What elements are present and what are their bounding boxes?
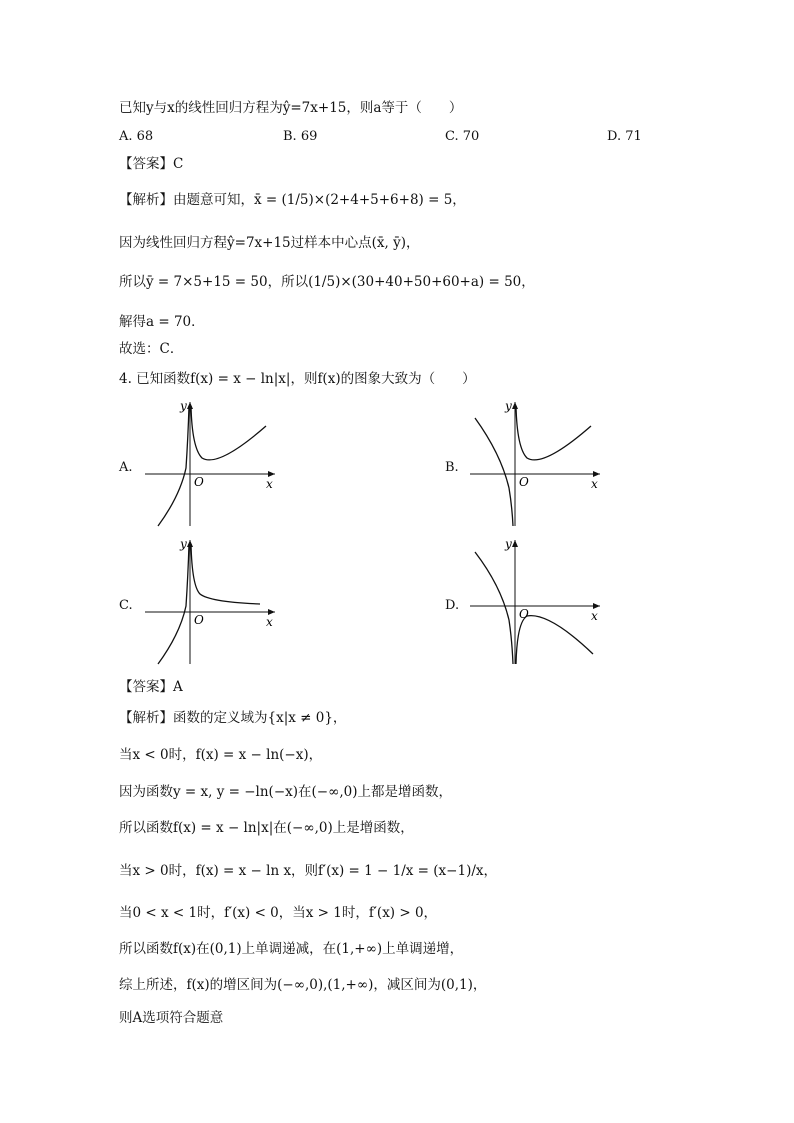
q4-analysis-4: 所以函数f(x) = x − ln|x|在(−∞,0)上是增函数， [119,820,414,836]
graph-c [140,536,280,668]
graph-d [465,536,605,668]
graph-a-label: A. [119,460,133,475]
q4-stem: 4. 已知函数f(x) = x − ln|x|，则f(x)的图象大致为（ ） [119,371,476,387]
graph-d-y: y [505,537,512,551]
graph-a [140,398,280,530]
graph-b [465,398,605,530]
graph-c-o: O [194,613,204,627]
q3-analysis-2: 因为线性回归方程ŷ=7x+15过样本中心点(x̄, ȳ)， [119,235,420,251]
q4-analysis-7: 所以函数f(x)在(0,1)上单调递减，在(1,+∞)上单调递增， [119,941,464,957]
q3-analysis-3: 所以ȳ = 7×5+15 = 50，所以(1/5)×(30+40+50+60+a) = 50， [119,274,535,290]
graph-c-label: C. [119,598,133,613]
q4-analysis-2: 当x < 0时，f(x) = x − ln(−x)， [119,747,323,763]
graph-b-x: x [591,477,598,491]
graph-a-x: x [266,477,273,491]
q4-analysis-8: 综上所述，f(x)的增区间为(−∞,0),(1,+∞)，减区间为(0,1)， [119,977,487,993]
q3-answer: 【答案】C [119,156,184,172]
option-a: A. 68 [119,129,154,144]
graph-a-y: y [180,399,187,413]
q3-analysis-1: 【解析】由题意可知，x̄ = (1/5)×(2+4+5+6+8) = 5， [119,192,466,208]
q4-analysis-9: 则A选项符合题意 [119,1010,224,1026]
q4-answer: 【答案】A [119,679,183,695]
q4-analysis-5: 当x > 0时，f(x) = x − ln x，则f′(x) = 1 − 1/x = (x−1)/x， [119,863,497,879]
graph-b-label: B. [445,460,459,475]
graph-a-o: O [194,475,204,489]
graph-b-o: O [519,475,529,489]
q4-analysis-6: 当0 < x < 1时，f′(x) < 0，当x > 1时，f′(x) > 0， [119,905,438,921]
graph-c-x: x [266,615,273,629]
graph-c-y: y [180,537,187,551]
q4-analysis-1: 【解析】函数的定义域为{x|x ≠ 0}， [119,710,347,726]
q3-stem: 已知y与x的线性回归方程为ŷ=7x+15，则a等于（ ） [119,100,463,116]
option-c: C. 70 [445,129,480,144]
graph-b-y: y [505,399,512,413]
q3-analysis-4: 解得a = 70． [119,314,205,330]
graph-d-label: D. [445,598,460,613]
graph-d-x: x [591,609,598,623]
option-b: B. 69 [283,129,318,144]
q4-analysis-3: 因为函数y = x, y = −ln(−x)在(−∞,0)上都是增函数， [119,784,452,800]
option-d: D. 71 [607,129,642,144]
q3-analysis-5: 故选：C． [119,341,184,357]
graph-d-o: O [519,607,529,621]
